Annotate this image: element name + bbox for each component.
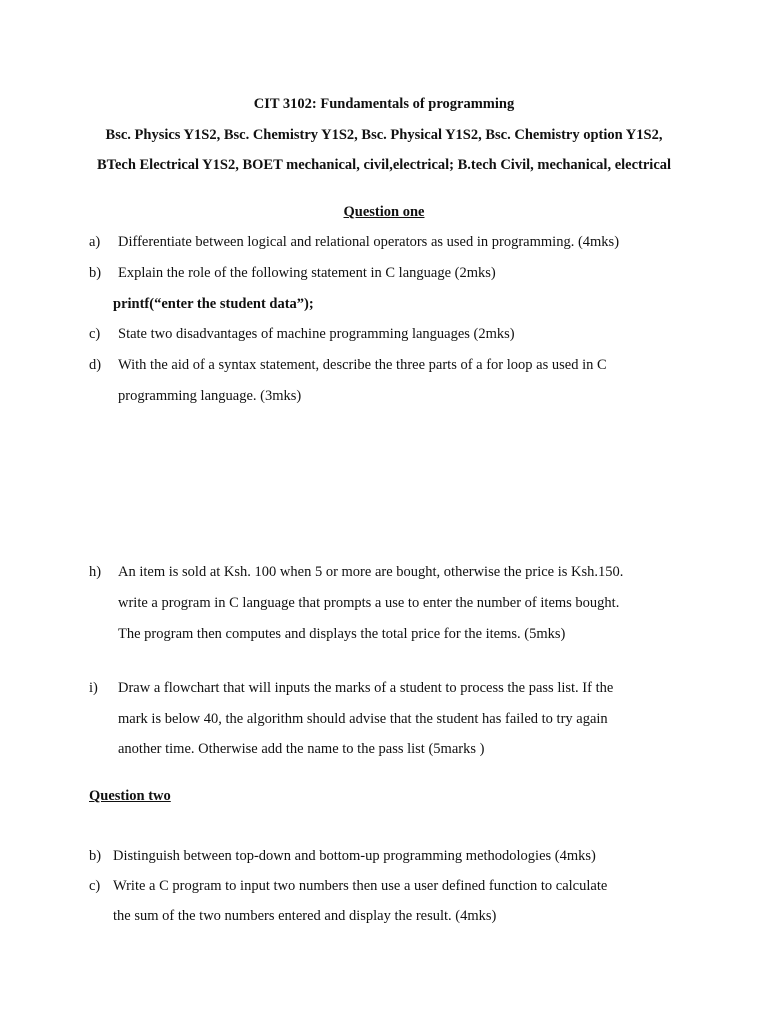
item-h-line-1: An item is sold at Ksh. 100 when 5 or more are bought, otherwise the price is Ksh.150. [118,564,624,580]
code-statement: printf(“enter the student data”); [113,296,314,312]
item-label-d: d) [89,357,102,373]
question-two-heading: Question two [89,788,171,804]
q2-item-c-line-1: Write a C program to input two numbers then use a user defined function to calculate [113,878,608,894]
item-label-i: i) [89,680,98,696]
programmes-line-2: BTech Electrical Y1S2, BOET mechanical, civil,electrical; B.tech Civil, mechanical, electrical [96,157,672,173]
item-label-c: c) [89,326,101,342]
item-i-line-3: another time. Otherwise add the name to the pass list (5marks ) [118,741,485,757]
question-one-heading: Question one [343,204,425,220]
q2-item-b-line-1: Distinguish between top-down and bottom-up programming methodologies (4mks) [113,848,596,864]
q2-item-c-line-2: the sum of the two numbers entered and display the result. (4mks) [113,908,497,924]
item-i-line-1: Draw a flowchart that will inputs the marks of a student to process the pass list. If the [118,680,614,696]
item-h-line-2: write a program in C language that prompts a use to enter the number of items bought. [118,595,620,611]
item-label-b: b) [89,265,102,281]
item-a-line-1: Differentiate between logical and relational operators as used in programming. (4mks) [118,234,620,250]
item-i-line-2: mark is below 40, the algorithm should advise that the student has failed to try again [118,711,608,727]
item-label-a: a) [89,234,101,250]
item-h-line-3: The program then computes and displays the total price for the items. (5mks) [118,626,566,642]
item-b-line-1: Explain the role of the following statement in C language (2mks) [118,265,496,281]
course-title: CIT 3102: Fundamentals of programming [253,96,515,112]
q2-item-label-c: c) [89,878,101,894]
programmes-line-1: Bsc. Physics Y1S2, Bsc. Chemistry Y1S2, Bsc. Physical Y1S2, Bsc. Chemistry option Y1S2, [105,127,663,143]
item-c-line-1: State two disadvantages of machine programming languages (2mks) [118,326,515,342]
item-d-line-1: With the aid of a syntax statement, describe the three parts of a for loop as used in C [118,357,607,373]
item-label-h: h) [89,564,102,580]
q2-item-label-b: b) [89,848,102,864]
item-d-line-2: programming language. (3mks) [118,388,302,404]
